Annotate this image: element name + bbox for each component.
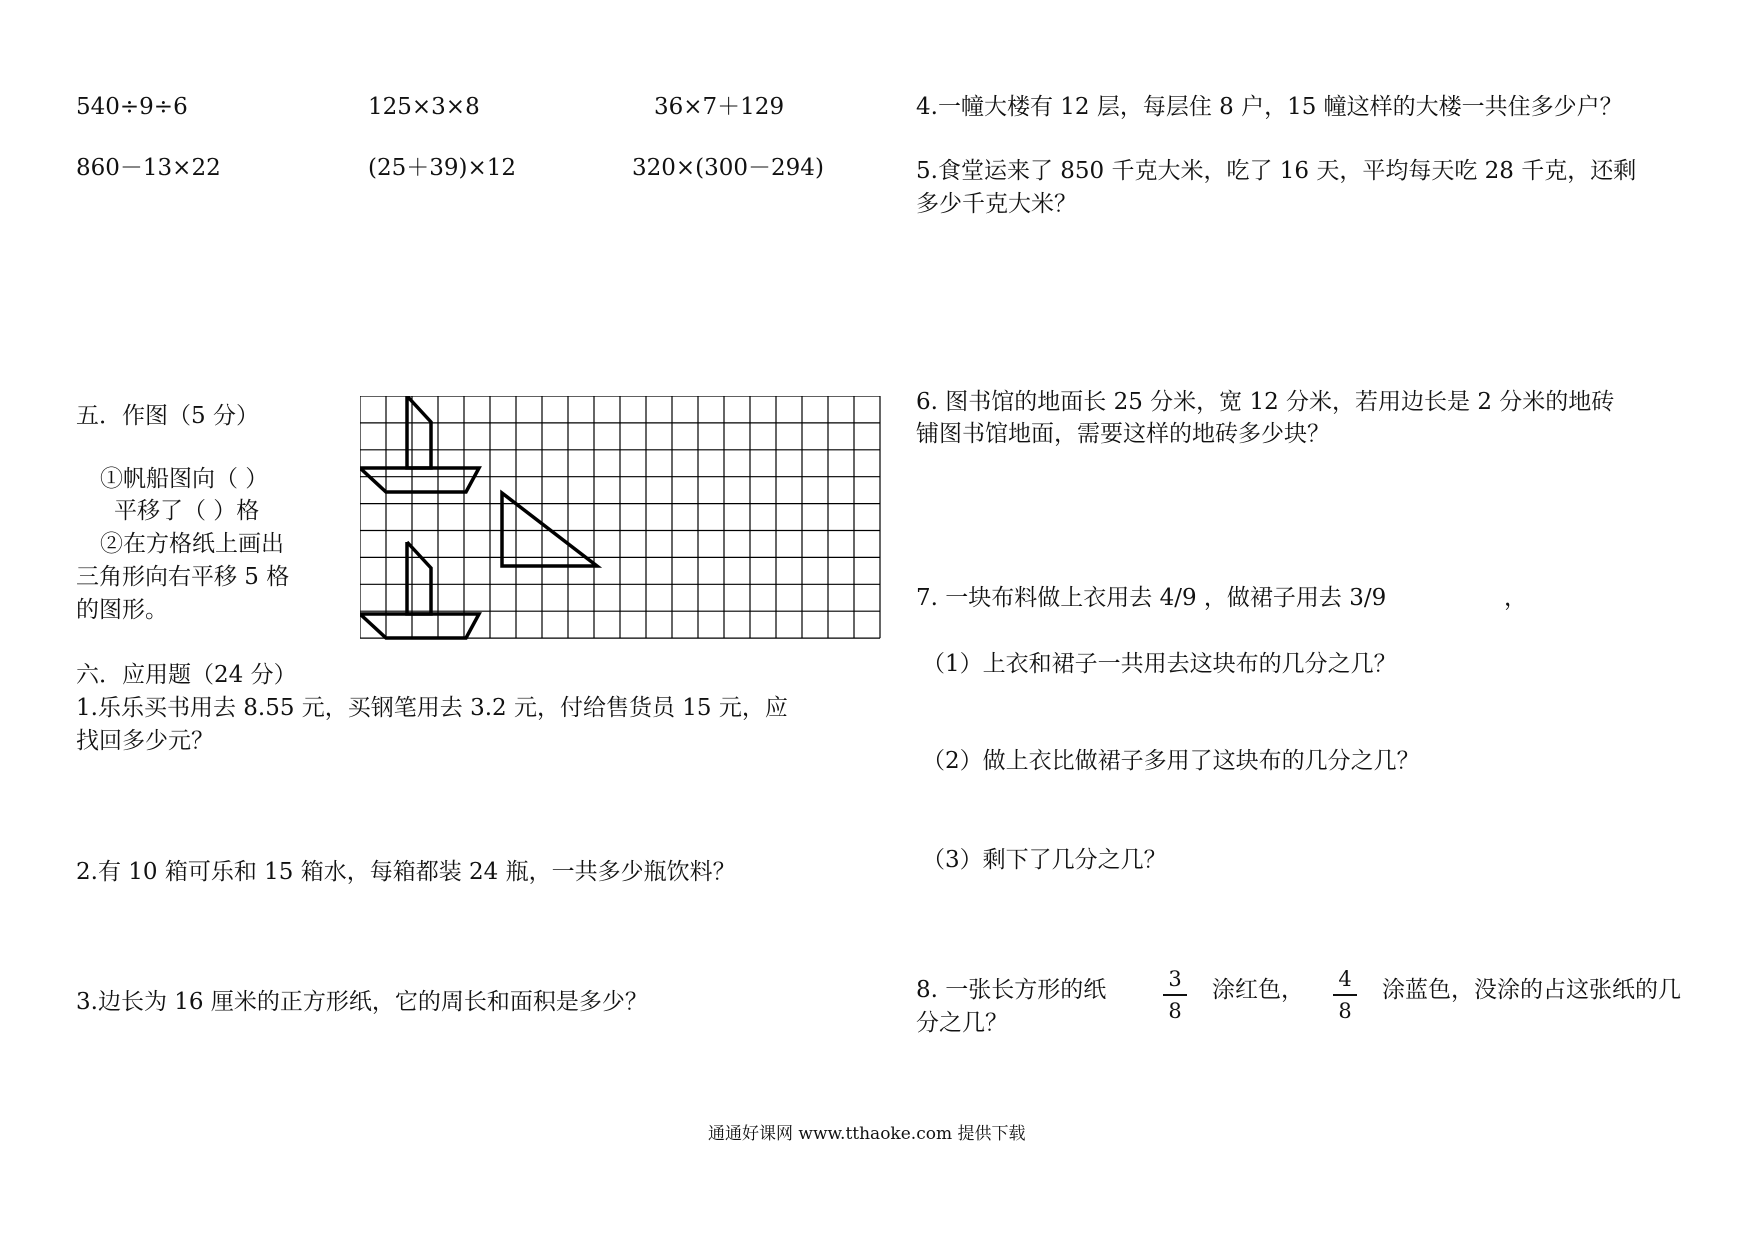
sailboat-bottom [360, 542, 479, 638]
calc-6: 320×(300－294) [632, 155, 824, 181]
section5-q2-line3: 的图形。 [76, 597, 168, 623]
section5-q2-line2: 三角形向右平移 5 格 [76, 564, 290, 590]
problem-7-comma: ， [1504, 585, 1527, 611]
fraction-1-denominator: 8 [1168, 999, 1182, 1023]
fraction-1-numerator: 3 [1168, 967, 1182, 991]
section5-q1-line2: 平移了（ ）格 [114, 498, 260, 524]
calc-1: 540÷9÷6 [76, 94, 188, 120]
calc-2: 125×3×8 [368, 94, 480, 120]
sailboat-top-sail [407, 396, 431, 468]
calc-4: 860－13×22 [76, 155, 221, 181]
problem-8-line2: 分之几？ [916, 1010, 1008, 1036]
problem-1-line2: 找回多少元？ [76, 728, 214, 754]
section6-heading: 六．应用题（24 分） [76, 662, 297, 688]
fraction-2-bar [1333, 994, 1357, 996]
fraction-1-bar [1163, 994, 1187, 996]
calc-5: (25＋39)×12 [368, 155, 517, 181]
problem-8-part2: 涂红色， [1212, 977, 1304, 1003]
footer-credit: 通通好课网 www.tthaoke.com 提供下载 [708, 1124, 1026, 1144]
fraction-2-denominator: 8 [1338, 999, 1352, 1023]
problem-8-part3: 涂蓝色，没涂的占这张纸的几 [1382, 977, 1681, 1003]
problem-2: 2.有 10 箱可乐和 15 箱水，每箱都装 24 瓶，一共多少瓶饮料？ [76, 859, 736, 885]
problem-8-part1: 8. 一张长方形的纸 [916, 977, 1107, 1003]
fraction-three-eighths [1160, 966, 1190, 1024]
problem-6-line1: 6. 图书馆的地面长 25 分米，宽 12 分米，若用边长是 2 分米的地砖 [916, 389, 1615, 415]
sailboat-top-hull [360, 468, 479, 492]
problem-5-line2: 多少千克大米？ [916, 191, 1077, 217]
problem-7-q2: （2）做上衣比做裙子多用了这块布的几分之几？ [922, 748, 1420, 774]
sailboat-bottom-sail [407, 542, 431, 614]
fraction-four-eighths [1330, 966, 1360, 1024]
section5-q2-line1: ②在方格纸上画出 [100, 531, 284, 557]
problem-1-line1: 1.乐乐买书用去 8.55 元，买钢笔用去 3.2 元，付给售货员 15 元，应 [76, 695, 788, 721]
grid-lines [360, 396, 880, 638]
problem-6-line2: 铺图书馆地面，需要这样的地砖多少块？ [916, 421, 1330, 447]
sailboat-top [360, 396, 479, 492]
problem-5-line1: 5.食堂运来了 850 千克大米，吃了 16 天，平均每天吃 28 千克，还剩 [916, 158, 1637, 184]
problem-3: 3.边长为 16 厘米的正方形纸，它的周长和面积是多少？ [76, 989, 648, 1015]
problem-7-q3: （3）剩下了几分之几？ [922, 847, 1167, 873]
grid-paper [360, 396, 890, 640]
fraction-2-numerator: 4 [1338, 967, 1352, 991]
problem-7-q1: （1）上衣和裙子一共用去这块布的几分之几？ [922, 651, 1397, 677]
problem-4: 4.一幢大楼有 12 层，每层住 8 户，15 幢这样的大楼一共住多少户？ [916, 94, 1623, 120]
calc-3: 36×7＋129 [654, 94, 785, 120]
problem-7-stem: 7. 一块布料做上衣用去 4/9 ，做裙子用去 3/9 [916, 585, 1387, 611]
sailboat-bottom-hull [360, 614, 479, 638]
section5-q1-line1: ①帆船图向（ ） [100, 466, 269, 492]
section5-heading: 五．作图（5 分） [76, 403, 259, 429]
